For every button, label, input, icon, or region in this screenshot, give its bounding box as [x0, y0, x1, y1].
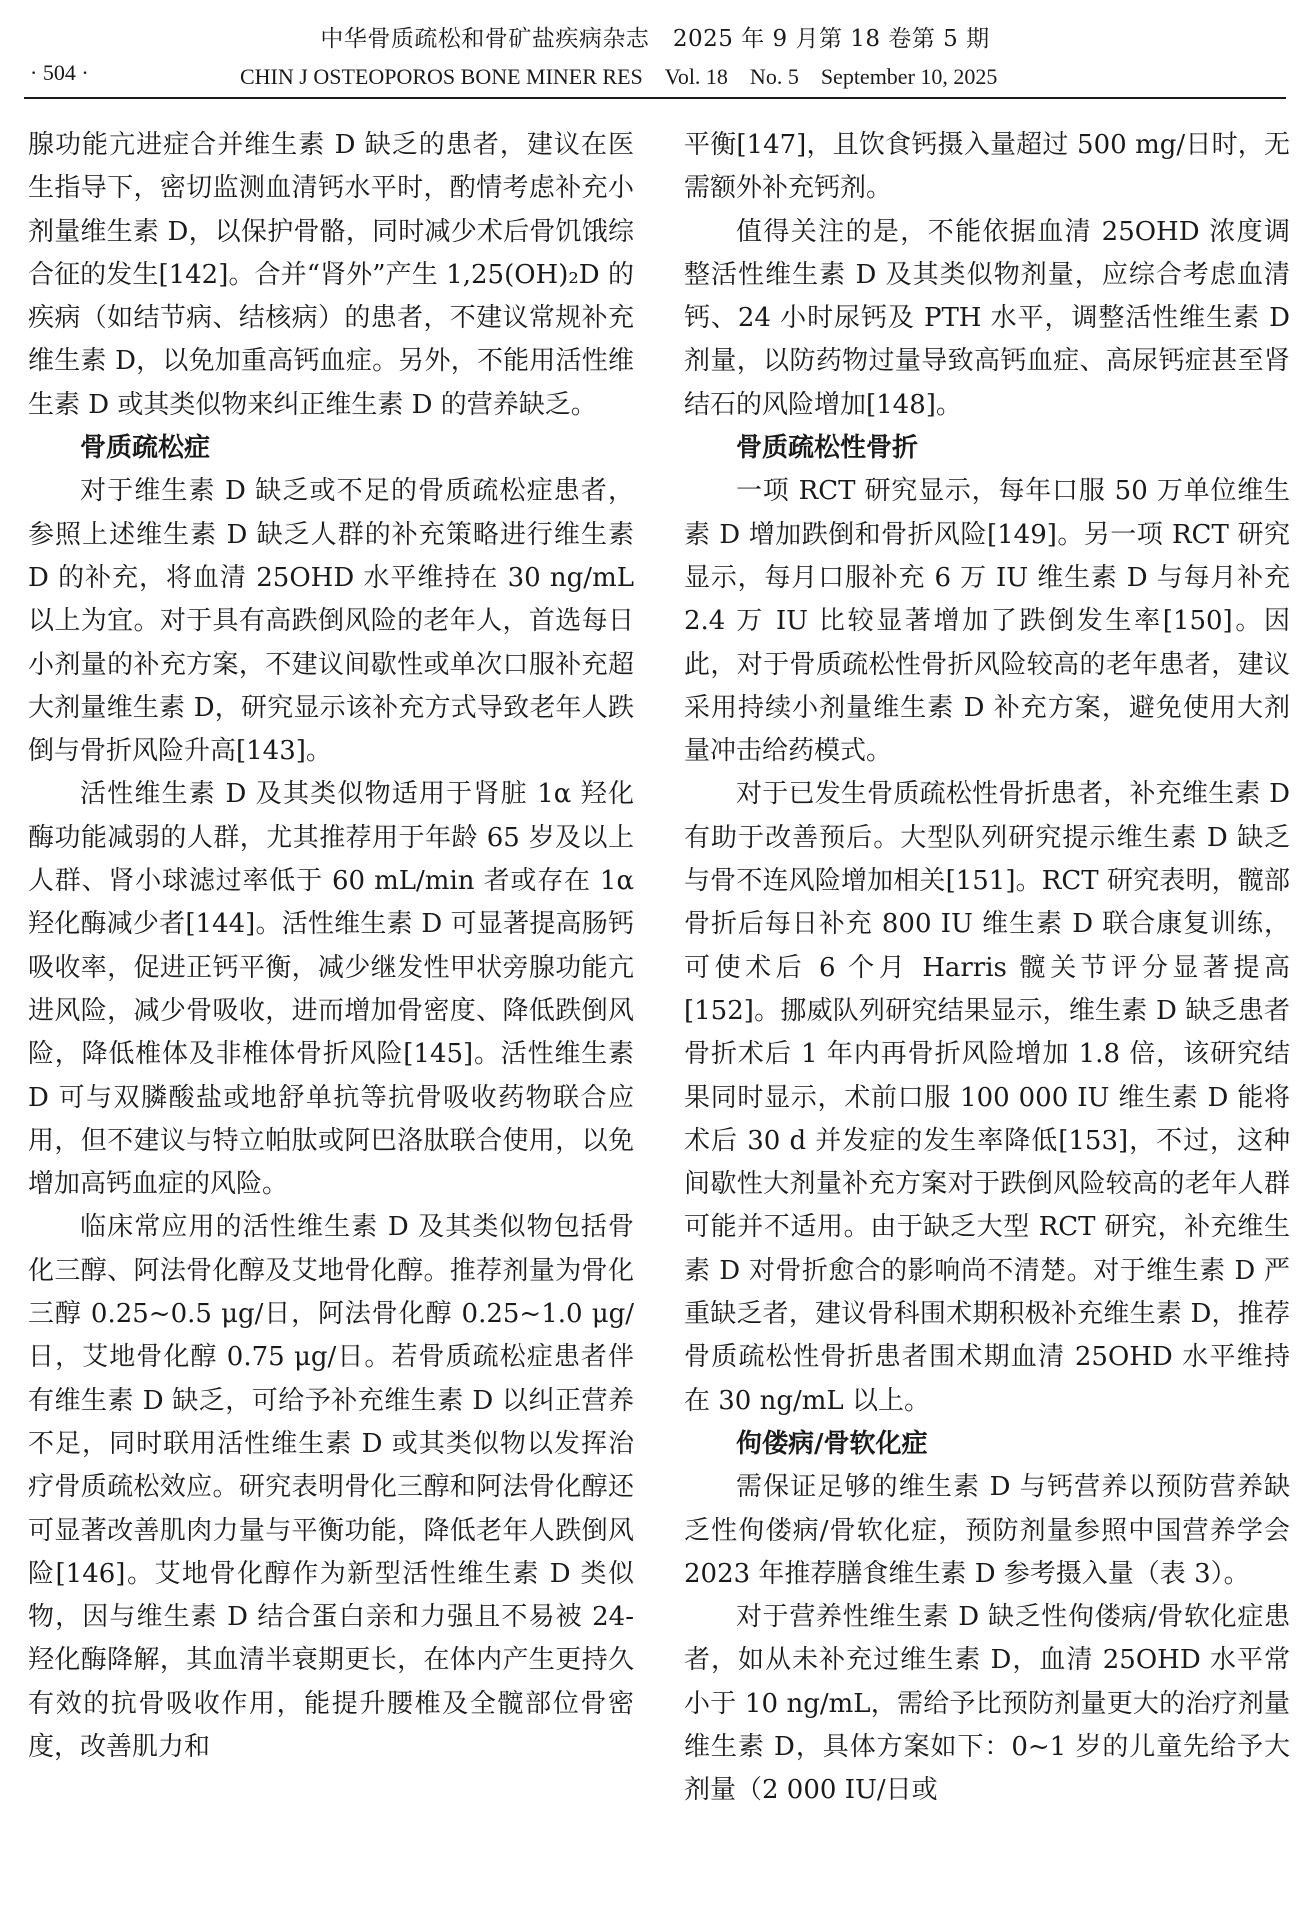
section-heading-rickets: 佝偻病/骨软化症 [736, 1428, 928, 1459]
paragraph: 腺功能亢进症合并维生素 D 缺乏的患者，建议在医生指导下，密切监测血清钙水平时，酌情考虑补充小剂量维生素 D，以保护骨骼，同时减少术后骨饥饿综合征的发生[142]。合并“肾外”产生 1,25(OH)₂D 的疾病（如结节病、结核病）的患者，不建议常规补充维生素 D，以免加重高钙血症。另外，不能用活性维生素 D 或其类似物来纠正维生素 D 的营养缺乏。 [28, 130, 634, 420]
section-heading-osteoporosis: 骨质疏松症 [80, 433, 211, 464]
right-column [684, 124, 1290, 1813]
paragraph: 对于维生素 D 缺乏或不足的骨质疏松症患者，参照上述维生素 D 缺乏人群的补充策略进行维生素 D 的补充，将血清 25OHD 水平维持在 30 ng/mL以上为宜。对于具有高跌倒风险的老年人，首选每日小剂量的补充方案，不建议间歇性或单次口服补充超大剂量维生素 D，研究显示该补充方式导致老年人跌倒与骨折风险升高[143]。 [28, 476, 634, 767]
paragraph: 活性维生素 D 及其类似物适用于肾脏 1α 羟化酶功能减弱的人群，尤其推荐用于年龄 65 岁及以上人群、肾小球滤过率低于 60 mL/min 者或存在 1α 羟化酶减少者[144]。活性维生素 D 可显著提高肠钙吸收率，促进正钙平衡，减少继发性甲状旁腺功能亢进风险，减少骨吸收，进而增加骨密度、降低跌倒风险，降低椎体及非椎体骨折风险[145]。活性维生素 D 可与双膦酸盐或地舒单抗等抗骨吸收药物联合应用，但不建议与特立帕肽或阿巴洛肽联合使用，以免增加高钙血症的风险。 [28, 779, 634, 1200]
running-header [0, 0, 1310, 100]
header-rule [24, 97, 1286, 99]
journal-title-cn: 中华骨质疏松和骨矿盐疾病杂志 2025 年 9 月第 18 卷第 5 期 [320, 26, 990, 52]
paragraph: 值得关注的是，不能依据血清 25OHD 浓度调整活性维生素 D 及其类似物剂量，应综合考虑血清钙、24 小时尿钙及 PTH 水平，调整活性维生素 D 剂量，以防药物过量导致高钙血症、高尿钙症甚至肾结石的风险增加[148]。 [684, 216, 1290, 420]
paragraph: 对于已发生骨质疏松性骨折患者，补充维生素 D 有助于改善预后。大型队列研究提示维生素 D 缺乏与骨不连风险增加相关[151]。RCT 研究表明，髋部骨折后每日补充 800 IU 维生素 D 联合康复训练，可使术后 6 个月 Harris 髋关节评分显著提高[152]。挪威队列研究结果显示，维生素 D 缺乏患者骨折术后 1 年内再骨折风险增加 1.8 倍，该研究结果同时显示，术前口服 100 000 IU 维生素 D 能将术后 30 d 并发症的发生率降低[153]，不过，这种间歇性大剂量补充方案对于跌倒风险较高的老年人群可能并不适用。由于缺乏大型 RCT 研究，补充维生素 D 对骨折愈合的影响尚不清楚。对于维生素 D 严重缺乏者，建议骨科围术期积极补充维生素 D，推荐骨质疏松性骨折患者围术期血清 25OHD 水平维持在 30 ng/mL 以上。 [684, 779, 1290, 1416]
journal-title-en: CHIN J OSTEOPOROS BONE MINER RES Vol. 18 No. 5 September 10, 2025 [240, 64, 998, 89]
section-heading-fracture: 骨质疏松性骨折 [736, 433, 919, 464]
paragraph: 对于营养性维生素 D 缺乏性佝偻病/骨软化症患者，如从未补充过维生素 D，血清 25OHD 水平常小于 10 ng/mL，需给予比预防剂量更大的治疗剂量维生素 D，具体方案如下：0~1 岁的儿童先给予大剂量（2 000 IU/日或 [684, 1602, 1290, 1806]
paragraph: 临床常应用的活性维生素 D 及其类似物包括骨化三醇、阿法骨化醇及艾地骨化醇。推荐剂量为骨化三醇 0.25~0.5 μg/日，阿法骨化醇 0.25~1.0 μg/日，艾地骨化醇 0.75 μg/日。若骨质疏松症患者伴有维生素 D 缺乏，可给予补充维生素 D 以纠正营养不足，同时联用活性维生素 D 或其类似物以发挥治疗骨质疏松效应。研究表明骨化三醇和阿法骨化醇还可显著改善肌肉力量与平衡功能，降低老年人跌倒风险[146]。艾地骨化醇作为新型活性维生素 D 类似物，因与维生素 D 结合蛋白亲和力强且不易被 24-羟化酶降解，其血清半衰期更长，在体内产生更持久有效的抗骨吸收作用，能提升腰椎及全髋部位骨密度，改善肌力和 [28, 1212, 634, 1762]
paragraph: 一项 RCT 研究显示，每年口服 50 万单位维生素 D 增加跌倒和骨折风险[149]。另一项 RCT 研究显示，每月口服补充 6 万 IU 维生素 D 与每月补充 2.4 万 IU 比较显著增加了跌倒发生率[150]。因此，对于骨质疏松性骨折风险较高的老年患者，建议采用持续小剂量维生素 D 补充方案，避免使用大剂量冲击给药模式。 [684, 476, 1290, 767]
paragraph: 需保证足够的维生素 D 与钙营养以预防营养缺乏性佝偻病/骨软化症，预防剂量参照中国营养学会 2023 年推荐膳食维生素 D 参考摄入量（表 3）。 [684, 1472, 1290, 1589]
page-number: · 504 · [30, 60, 89, 85]
paragraph: 平衡[147]，且饮食钙摄入量超过 500 mg/日时，无需额外补充钙剂。 [684, 130, 1290, 204]
left-column [28, 124, 634, 1769]
